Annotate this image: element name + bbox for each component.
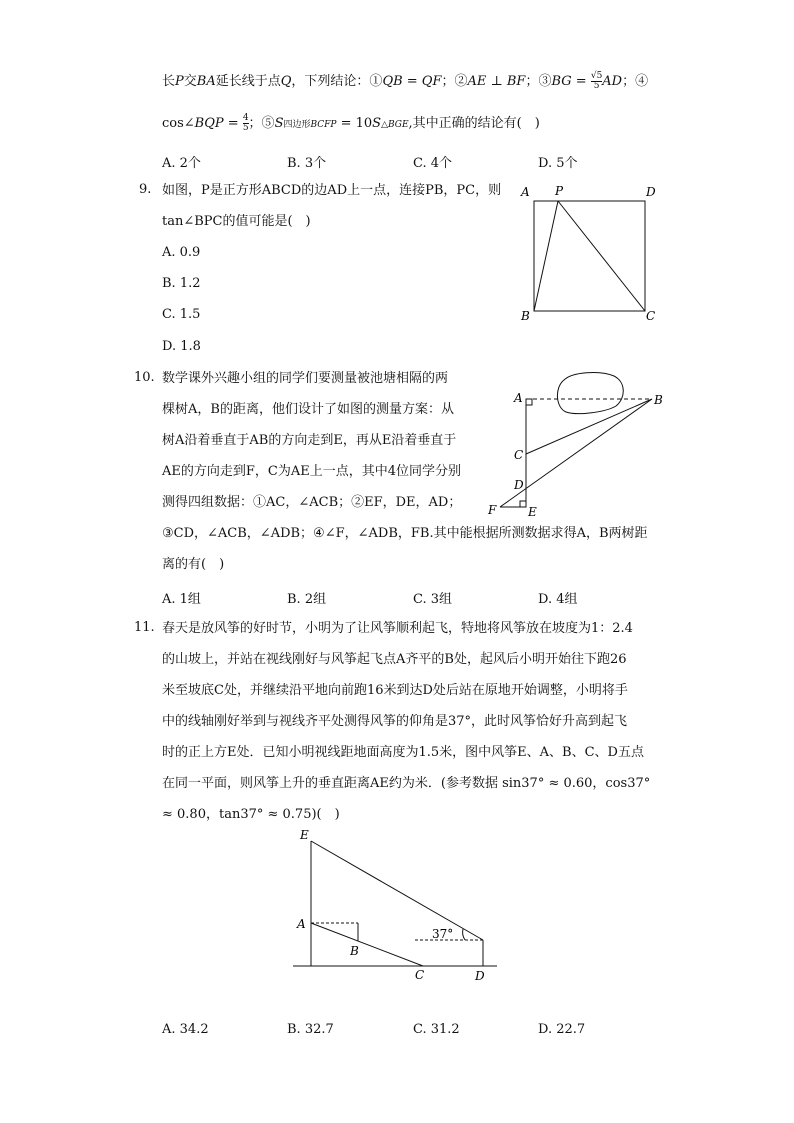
q9-label-p: P (555, 184, 564, 198)
q8-text: 交 (183, 74, 197, 89)
q11-angle-label: 37° (432, 927, 454, 941)
q8-frac-num: √5 (590, 71, 603, 81)
q8-text: 延长线于点 (215, 74, 281, 89)
q11-option-d[interactable]: D. 22.7 (538, 1022, 586, 1037)
q11-figure-kite (285, 825, 505, 985)
q11-option-a[interactable]: A. 34.2 (162, 1022, 209, 1037)
q10-option-d[interactable]: D. 4组 (538, 592, 578, 607)
q8-text: ；④ (622, 74, 649, 89)
q11-label-a: A (297, 917, 306, 931)
q8-text: BA (196, 74, 216, 89)
q8-text: 四边形 (283, 120, 311, 130)
q8-frac-den: 5 (242, 123, 249, 133)
q8-text: 长 (162, 74, 176, 89)
q11-line-slope (311, 923, 423, 966)
q8-text: ，下列结论：① (291, 74, 383, 89)
q10-figure-pond (480, 368, 670, 520)
q8-option-b[interactable]: B. 3个 (287, 156, 327, 171)
q11-number: 11. (134, 620, 155, 635)
q10-stem-line-7: 离的有( ) (162, 557, 225, 572)
q11-stem-line-4: 中的线轴刚好举到与视线齐平处测得风筝的仰角是37°，此时风筝恰好升高到起飞 (162, 714, 628, 729)
q8-text: BGE (387, 120, 409, 130)
q10-number: 10. (134, 370, 155, 385)
q8-text: Q (280, 74, 292, 89)
q11-stem-line-5: 时的正上方E处．已知小明视线距地面高度为1.5米，图中风筝E、A、B、C、D五点 (162, 745, 644, 760)
q11-line-ed (311, 841, 483, 940)
q8-text: = (223, 116, 239, 131)
q11-label-b: B (350, 944, 359, 958)
q8-text: BG = (551, 74, 587, 89)
q8-option-d[interactable]: D. 5个 (538, 156, 578, 171)
q10-label-d: D (514, 478, 524, 492)
q9-option-d[interactable]: D. 1.8 (162, 339, 201, 354)
q9-option-a[interactable]: A. 0.9 (162, 245, 201, 260)
q10-right-angle-a (526, 399, 532, 405)
q11-label-e: E (300, 828, 309, 842)
q9-segment-pc (558, 201, 645, 311)
q9-label-c: C (646, 309, 656, 323)
q10-stem-line-4: AE的方向走到F，C为AE上一点，其中4位同学分别 (162, 464, 461, 479)
q11-stem-line-2: 的山坡上，并站在视线刚好与风筝起飞点A齐平的B处，起风后小明开始往下跑26 (162, 652, 627, 667)
q10-line-cb (526, 399, 652, 454)
q10-label-c: C (514, 448, 524, 462)
q10-stem-line-6: ③CD，∠ACB，∠ADB；④∠F，∠ADB，FB.其中能根据所测数据求得A，B两树距 (162, 526, 648, 541)
q8-line-1 (162, 72, 648, 91)
q8-text: BQP (194, 116, 224, 131)
q9-option-c[interactable]: C. 1.5 (162, 307, 201, 322)
q10-stem-line-2: 棵树A，B的距离，他们设计了如图的测量方案：从 (162, 402, 454, 417)
q8-text: P (175, 74, 184, 89)
q8-text: ；③ (525, 74, 552, 89)
q10-pond (557, 373, 623, 414)
q9-square (534, 201, 645, 311)
q10-stem-line-5: 测得四组数据：①AC，∠ACB；②EF，DE，AD； (162, 495, 462, 510)
q11-stem-line-3: 米至坡底C处，并继续沿平地向前跑16米到达D处后站在原地开始调整，小明将手 (162, 683, 628, 698)
q11-label-c: C (415, 968, 425, 982)
q8-option-c[interactable]: C. 4个 (413, 156, 453, 171)
q11-stem-line-6: 在同一平面，则风筝上升的垂直距离AE约为米．(参考数据 sin37° ≈ 0.60，cos37° (162, 776, 651, 791)
q9-figure-square (515, 180, 665, 325)
q8-frac-den: 5 (591, 81, 602, 91)
q11-stem-line-7: ≈ 0.80，tan37° ≈ 0.75)( ) (162, 807, 340, 822)
q8-line-2 (162, 114, 540, 134)
q11-option-c[interactable]: C. 31.2 (413, 1022, 460, 1037)
q9-number: 9. (139, 182, 152, 197)
q10-stem-line-3: 树A沿着垂直于AB的方向走到E，再从E沿着垂直于 (162, 433, 457, 448)
q9-stem-line-1: 如图，P是正方形ABCD的边AD上一点，连接PB，PC，则 (162, 183, 502, 198)
q8-fraction (591, 72, 602, 91)
q11-stem-line-1: 春天是放风筝的好时节，小明为了让风筝顺利起飞，特地将风筝放在坡度为1：2.4 (162, 621, 633, 636)
q10-right-angle-e (520, 501, 526, 507)
q8-text: S (274, 116, 284, 131)
q9-label-d: D (646, 185, 656, 199)
q8-option-a[interactable]: A. 2个 (162, 156, 201, 171)
q9-label-b: B (521, 309, 530, 323)
q10-label-e: E (528, 505, 537, 519)
q11-option-b[interactable]: B. 32.7 (287, 1022, 334, 1037)
q9-label-a: A (521, 185, 530, 199)
q8-text: AE ⊥ BF (467, 74, 526, 89)
q8-text: = 10 (336, 116, 373, 131)
q9-segment-pb (534, 201, 558, 311)
q10-option-c[interactable]: C. 3组 (413, 592, 453, 607)
q11-angle-arc (463, 929, 465, 940)
q8-text: △ (381, 120, 388, 130)
q10-option-a[interactable]: A. 1组 (162, 592, 201, 607)
q8-text: ；⑤ (248, 116, 275, 131)
q8-text: S (372, 116, 382, 131)
q9-option-b[interactable]: B. 1.2 (162, 276, 201, 291)
q8-frac-num: 4 (242, 113, 249, 123)
q8-text: BCFP (310, 120, 337, 130)
q10-label-b: B (654, 393, 663, 407)
q8-text: ,其中正确的结论有( ) (408, 116, 540, 131)
q9-stem-line-2: tan∠BPC的值可能是( ) (162, 214, 311, 229)
q10-label-a: A (514, 391, 523, 405)
q8-text: cos∠ (162, 116, 195, 131)
q10-option-b[interactable]: B. 2组 (287, 592, 327, 607)
q8-text: QB = QF (382, 74, 442, 89)
q11-label-d: D (475, 969, 485, 983)
q10-stem-line-1: 数学课外兴趣小组的同学们要测量被池塘相隔的两 (162, 371, 449, 386)
q8-text: AD (602, 74, 623, 89)
q8-text: ；② (441, 74, 468, 89)
q10-label-f: F (488, 503, 497, 517)
